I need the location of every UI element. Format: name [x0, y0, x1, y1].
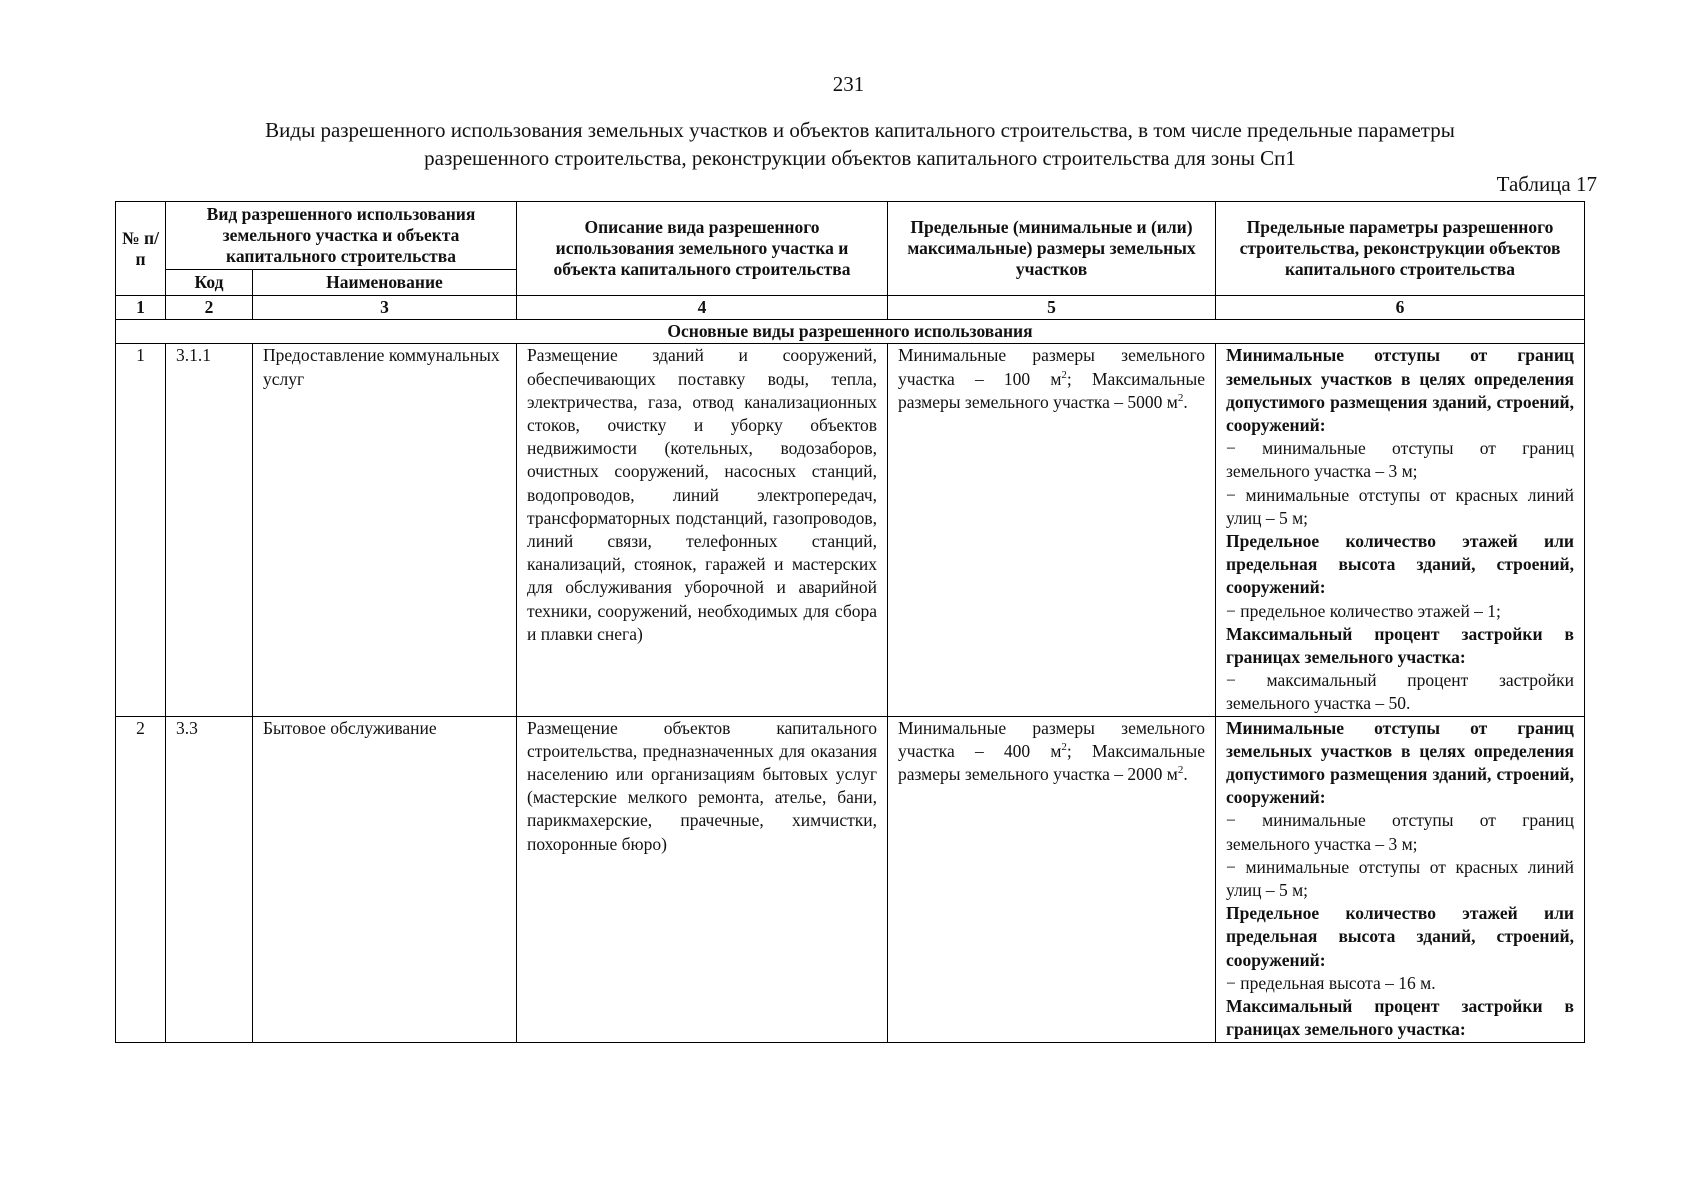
section-title: Основные виды разрешенного использования [116, 320, 1585, 344]
size-min-text: Минимальные размеры земельного участка – 100 м [898, 345, 1205, 389]
row-sizes [888, 716, 1216, 1042]
row-description: Размещение зданий и сооружений, обеспечивающих поставку воды, тепла, электричества, газа, отвод канализационных стоков, очистку и уборку объектов недвижимости (котельных, водозаборов, очистных сооружений, насосных станций, водопроводов, линий электропередач, трансформаторных подстанций, газопроводов, линий связи, телефонных станций, канализаций, стоянок, гаражей и мастерских для обслуживания уборочной и аварийной техники, сооружений, необходимых для сбора и плавки снега) [517, 344, 888, 716]
row-code: 3.1.1 [166, 344, 253, 716]
row-params [1216, 716, 1585, 1042]
size-min-text: Минимальные размеры земельного участка – 400 м [898, 717, 1205, 761]
regulations-table [115, 201, 1585, 1043]
param-item: − максимальный процент застройки земельного участка – 50. [1226, 670, 1574, 714]
param-heading: Минимальные отступы от границ земельных участков в целях определения допустимого размещения зданий, строений, сооружений: [1226, 345, 1574, 436]
column-number-row [116, 296, 1585, 320]
row-code: 3.3 [166, 716, 253, 1042]
param-heading: Минимальные отступы от границ земельных участков в целях определения допустимого размещения зданий, строений, сооружений: [1226, 717, 1574, 808]
column-number: 4 [517, 296, 888, 320]
param-item: − минимальные отступы от границ земельного участка – 3 м; [1226, 810, 1574, 854]
header-name: Наименование [253, 270, 517, 296]
column-number: 2 [166, 296, 253, 320]
size-min-sup: 2 [1061, 368, 1067, 381]
param-item: − предельное количество этажей – 1; [1226, 600, 1501, 621]
param-item: − минимальные отступы от красных линий улиц – 5 м; [1226, 484, 1574, 528]
header-params: Предельные параметры разрешенного строительства, реконструкции объектов капитального строительства [1216, 202, 1585, 296]
column-number: 6 [1216, 296, 1585, 320]
section-row [116, 320, 1585, 344]
size-max-sup: 2 [1177, 764, 1184, 777]
page-number: 231 [832, 72, 865, 96]
header-code: Код [166, 270, 253, 296]
size-max-sup: 2 [1177, 391, 1184, 404]
row-description: Размещение объектов капитального строительства, предназначенных для оказания населению или организациям бытовых услуг (мастерские мелкого ремонта, ателье, бани, парикмахерские, прачечные, химчистки, похоронные бюро) [517, 716, 888, 1042]
param-heading: Максимальный процент застройки в границах земельного участка: [1226, 996, 1574, 1040]
size-max-text: Максимальные размеры земельного участка – 2000 м [898, 740, 1206, 785]
size-max-end: . [1183, 764, 1188, 785]
row-name: Предоставление коммунальных услуг [253, 344, 517, 716]
param-item: − минимальные отступы от красных линий улиц – 5 м; [1226, 856, 1574, 901]
size-min-end: ; [1066, 740, 1072, 761]
param-heading: Предельное количество этажей или предельная высота зданий, строений, сооружений: [1226, 903, 1574, 970]
param-item: − минимальные отступы от границ земельного участка – 3 м; [1226, 438, 1574, 482]
row-sizes [888, 344, 1216, 716]
size-min-sup: 2 [1061, 741, 1067, 754]
table-row [116, 716, 1585, 1042]
document-title [120, 116, 1600, 172]
header-num: № п/п [116, 202, 166, 296]
header-type: Вид разрешенного использования земельного участка и объекта капитального строительства [166, 202, 517, 270]
table-row [116, 344, 1585, 716]
param-item: − предельная высота – 16 м. [1226, 972, 1436, 993]
size-max-end: . [1183, 391, 1188, 412]
row-name: Бытовое обслуживание [253, 716, 517, 1042]
row-num: 1 [116, 344, 166, 716]
size-max-text: Максимальные размеры земельного участка – 5000 м [898, 368, 1206, 412]
column-number: 5 [888, 296, 1216, 320]
row-params [1216, 344, 1585, 716]
size-min-end: ; [1066, 368, 1072, 389]
header-sizes: Предельные (минимальные и (или) максимальные) размеры земельных участков [888, 202, 1216, 296]
column-number: 3 [253, 296, 517, 320]
row-num: 2 [116, 716, 166, 1042]
column-number: 1 [116, 296, 166, 320]
param-heading: Предельное количество этажей или предельная высота зданий, строений, сооружений: [1226, 531, 1574, 598]
table-label: Таблица 17 [1496, 172, 1597, 196]
param-heading: Максимальный процент застройки в границах земельного участка: [1226, 623, 1574, 668]
header-description: Описание вида разрешенного использования земельного участка и объекта капитального строительства [517, 202, 888, 296]
title-line-1: Виды разрешенного использования земельных участков и объектов капитального строительства, в том числе предельные параметры [265, 118, 1455, 142]
header-row [116, 202, 1585, 270]
title-line-2: разрешенного строительства, реконструкции объектов капитального строительства для зоны Сп1 [424, 146, 1296, 170]
